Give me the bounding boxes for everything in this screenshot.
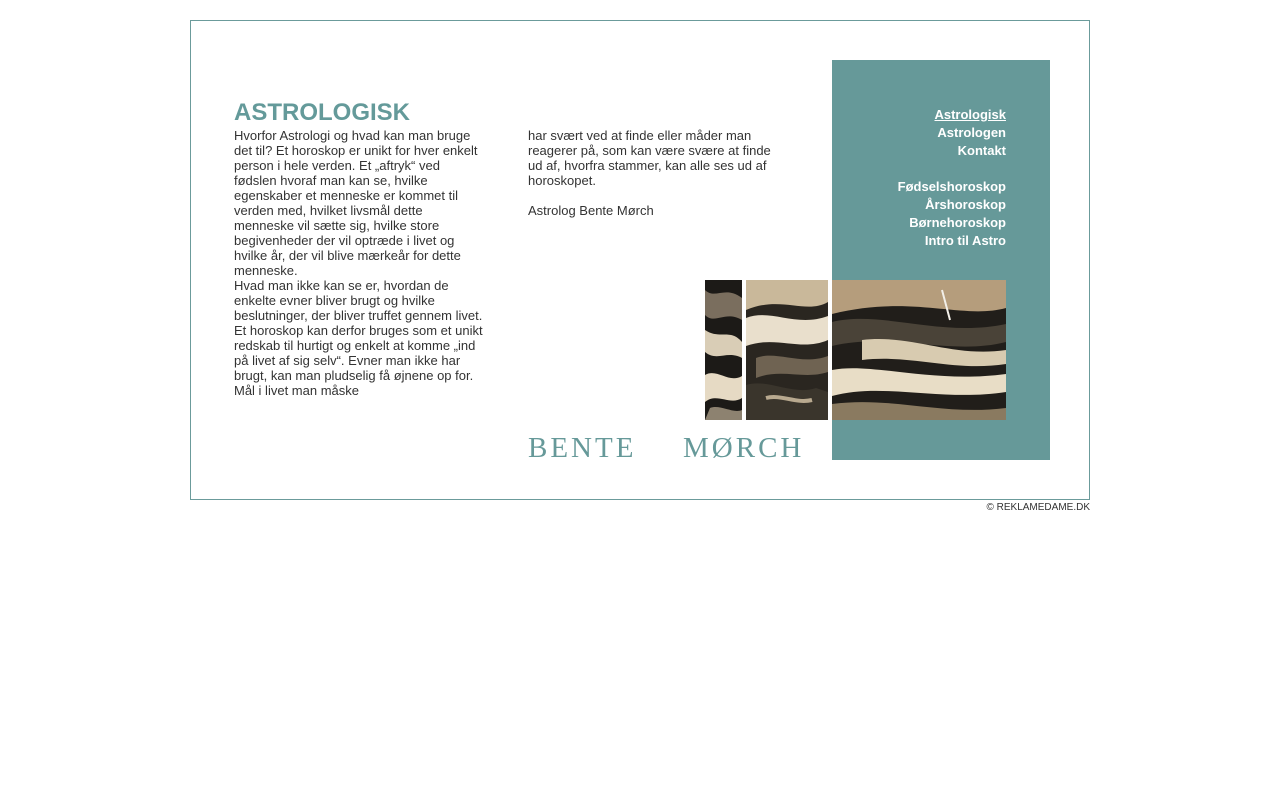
nav-link-foedselshoroskop[interactable]: Fødselshoroskop (897, 179, 1006, 194)
text-column-right (528, 128, 778, 218)
rock-photo-main (832, 280, 1006, 420)
nav-link-boernehoroskop[interactable]: Børnehoroskop (909, 215, 1006, 230)
nav-link-aarshoroskop[interactable]: Årshoroskop (925, 197, 1006, 212)
nav-spacer (898, 160, 1006, 178)
signature: Astrolog Bente Mørch (528, 203, 654, 218)
rock-photo-strip-1 (705, 280, 742, 420)
page-title: ASTROLOGISK (234, 99, 411, 126)
body-paragraph: Hvorfor Astrologi og hvad kan man bruge det til? Et horoskop er unikt for hver enkelt person i hele verden. Et „aftryk“ ved fødslen hvoraf man kan se, hvilke egenskaber et menneske er kommet til verden med, hvilket livsmål dette menneske vil sætte sig, hvilke store begivenheder der vil optræde i livet og hvilke år, der vil blive mærkeår for dette menneske. (234, 128, 478, 278)
nav-link-astrologisk[interactable]: Astrologisk (934, 107, 1006, 122)
nav-link-kontakt[interactable]: Kontakt (957, 143, 1006, 158)
copyright: © REKLAMEDAME.DK (986, 502, 1090, 513)
text-column-left (234, 128, 486, 398)
logo-word-moerch: MØRCH (683, 432, 805, 462)
rock-photo-strip-2 (746, 280, 828, 420)
logo-word-bente: BENTE (528, 432, 637, 462)
brand-logo (528, 432, 828, 462)
body-paragraph: har svært ved at finde eller måder man reagerer på, som kan være svære at finde ud af, hvorfra stammer, kan alle ses ud af horoskopet. (528, 128, 771, 188)
nav-link-intro-til-astro[interactable]: Intro til Astro (924, 233, 1006, 248)
nav-link-astrologen[interactable]: Astrologen (937, 125, 1006, 140)
body-paragraph: Hvad man ikke kan se er, hvordan de enkelte evner bliver brugt og hvilke beslutninger, der bliver truffet gennem livet. Et horoskop kan derfor bruges som et unikt redskab til hurtigt og enkelt at komme „ind på livet af sig selv“. Evner man ikke har brugt, kan man pludselig få øjnene op for. Mål i livet man måske (234, 278, 483, 398)
main-nav (898, 106, 1006, 250)
